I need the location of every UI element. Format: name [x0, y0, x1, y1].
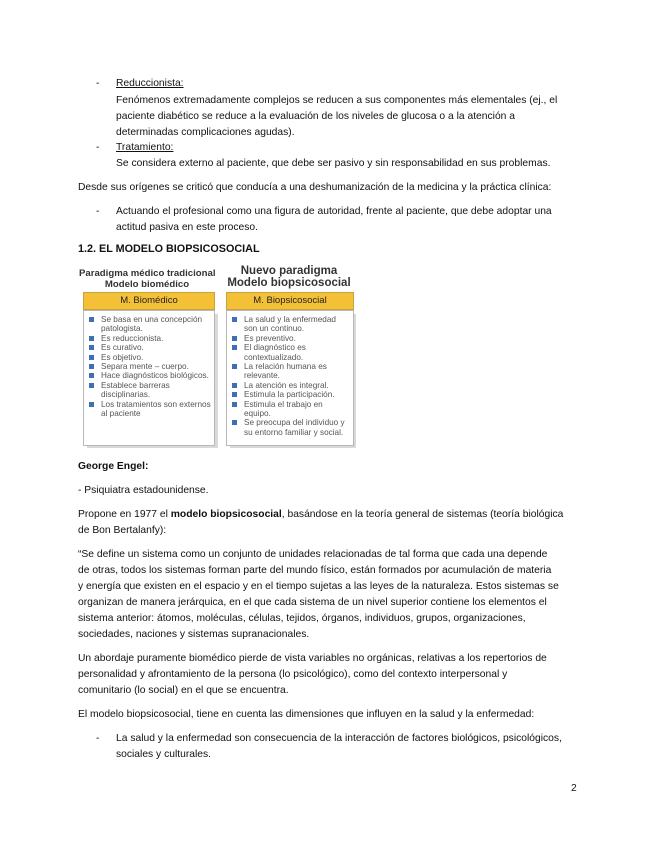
biomedical-column [79, 265, 215, 290]
list-item: Es objetivo. [88, 353, 211, 362]
bullet-icon [232, 383, 237, 388]
quote-line-3: y energía que existen en el espacio y en el tiempo sujetas a las leyes de la naturaleza. Estos sistemas se [78, 581, 559, 592]
quote-line-6: sociedades, naciones y sistemas supranacionales. [78, 629, 310, 640]
list-dash: - [96, 733, 100, 744]
list-item: Es preventivo. [231, 334, 350, 343]
reduccionista-title: Reduccionista: [116, 78, 184, 89]
page-number: 2 [571, 783, 577, 794]
list-item: Hace diagnósticos biológicos. [88, 371, 211, 380]
bullet-icon [89, 373, 94, 378]
engel-heading: George Engel: [78, 461, 149, 472]
bullet-icon [232, 420, 237, 425]
list-item: Es reduccionista. [88, 334, 211, 343]
reduccionista-line-2: paciente diabético se reduce a la evaluación de los niveles de glucosa o a la atención a [116, 111, 515, 122]
list-item: Estimula la participación. [231, 390, 350, 399]
list-item: Los tratamientos son externos al paciente [88, 400, 211, 419]
tratamiento-title: Tratamiento: [116, 142, 174, 153]
bullet-icon [89, 402, 94, 407]
bullet-icon [89, 317, 94, 322]
quote-line-2: de otras, todos los sistemas forman parte del mundo físico, están formados por acumulación de materia [78, 565, 552, 576]
bullet-icon [89, 364, 94, 369]
bullet-icon [232, 336, 237, 341]
modelo-biopsicosocial-bold: modelo biopsicosocial [170, 509, 282, 520]
list-item: Es curativo. [88, 343, 211, 352]
biomedical-header: M. Biomédico [83, 292, 215, 310]
final-item-line-2: sociales y culturales. [116, 749, 211, 760]
list-item: El diagnóstico es contextualizado. [231, 343, 350, 362]
right-title-line-2: Modelo biopsicosocial [227, 277, 351, 289]
quote-line-1: “Se define un sistema como un conjunto de unidades relacionadas de tal forma que cada una depende [78, 549, 548, 560]
dimensiones-paragraph: El modelo biopsicosocial, tiene en cuenta las dimensiones que influyen en la salud y la enfermedad: [78, 709, 535, 720]
list-item: Separa mente – cuerpo. [88, 362, 211, 371]
section-title: 1.2. EL MODELO BIOPSICOSOCIAL [78, 243, 260, 255]
biopsychosocial-header: M. Biopsicosocial [226, 292, 354, 310]
biopsychosocial-column [222, 265, 356, 290]
bullet-icon [89, 345, 94, 350]
origin-paragraph: Desde sus orígenes se criticó que conducía a una deshumanización de la medicina y la práctica clínica: [78, 182, 552, 193]
origin-item-line-2: actitud pasiva en este proceso. [116, 222, 258, 233]
origin-item-line-1: Actuando el profesional como una figura de autoridad, frente al paciente, que debe adoptar una [116, 206, 552, 217]
bullet-icon [232, 364, 237, 369]
quote-line-4: organizan de manera jerárquica, en el que cada sistema de un nivel superior contiene los elementos el [78, 597, 547, 608]
biopsychosocial-list-box [226, 310, 354, 446]
reduccionista-line-1: Fenómenos extremadamente complejos se reducen a sus componentes más elementales (ej., el [116, 95, 558, 106]
left-title-line-1: Paradigma médico tradicional [79, 268, 216, 279]
biomedical-list-box [83, 310, 215, 446]
abordaje-line-3: comunitario (lo social) en el que se encuentra. [78, 685, 289, 696]
paradigm-comparison-figure [79, 265, 356, 451]
engel-description: - Psiquiatra estadounidense. [78, 485, 209, 496]
right-title-line-1: Nuevo paradigma [240, 265, 338, 277]
list-dash: - [96, 206, 100, 217]
list-item: La atención es integral. [231, 381, 350, 390]
list-dash: - [96, 142, 100, 153]
list-item: La relación humana es relevante. [231, 362, 350, 381]
list-item: Estimula el trabajo en equipo. [231, 400, 350, 419]
tratamiento-line-1: Se considera externo al paciente, que debe ser pasivo y sin responsabilidad en sus problemas. [116, 158, 551, 169]
bullet-icon [232, 402, 237, 407]
list-item: Se preocupa del individuo y su entorno familiar y social. [231, 418, 350, 437]
final-item-line-1: La salud y la enfermedad son consecuencia de la interacción de factores biológicos, psicológicos, [116, 733, 562, 744]
propone-line-2: de Bon Bertalanfy): [78, 525, 167, 536]
bullet-icon [232, 392, 237, 397]
quote-line-5: sistema anterior: átomos, moléculas, células, tejidos, órganos, individuos, grupos, organizaciones, [78, 613, 526, 624]
abordaje-line-1: Un abordaje puramente biomédico pierde de vista variables no orgánicas, relativas a los repertorios de [78, 653, 547, 664]
propone-line-1: Propone en 1977 el modelo biopsicosocial, basándose en la teoría general de sistemas (teoría biológica [78, 509, 564, 520]
list-dash: - [96, 78, 100, 89]
bullet-icon [232, 317, 237, 322]
abordaje-line-2: personalidad y afrontamiento de la persona (lo psicológico), como del contexto interpersonal y [78, 669, 508, 680]
bullet-icon [89, 336, 94, 341]
reduccionista-line-3: determinadas complicaciones agudas). [116, 127, 295, 138]
left-title-line-2: Modelo biomédico [104, 279, 190, 290]
bullet-icon [232, 345, 237, 350]
bullet-icon [89, 355, 94, 360]
list-item: La salud y la enfermedad son un continuo. [231, 315, 350, 334]
list-item: Establece barreras disciplinarias. [88, 381, 211, 400]
bullet-icon [89, 383, 94, 388]
list-item: Se basa en una concepción patologista. [88, 315, 211, 334]
